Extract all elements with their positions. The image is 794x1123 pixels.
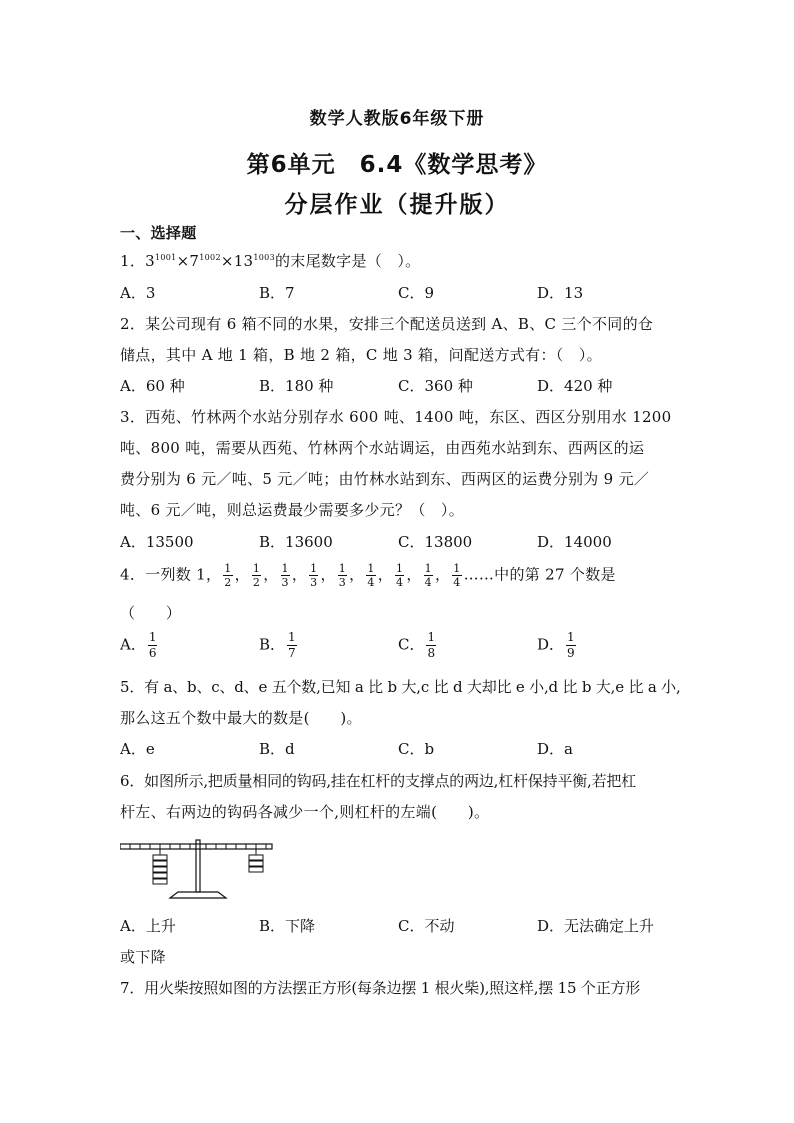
q1-option-a[interactable]: A．3 (120, 284, 156, 302)
sequence-fraction: $\frac{1}{4}$ (424, 562, 432, 589)
q6-option-a[interactable]: A．上升 (120, 917, 176, 935)
q6-option-d-continuation: 或下降 (120, 948, 166, 966)
q2-option-b[interactable]: B．180 种 (259, 377, 334, 395)
q1-exponent-2: 1002 (199, 253, 221, 262)
q2-option-c[interactable]: C．360 种 (398, 377, 473, 395)
sequence-fraction: $\frac{1}{4}$ (453, 562, 461, 589)
question-4-answer-blank: （ ） (120, 604, 182, 622)
question-1-number: 1． (120, 252, 146, 270)
q4-option-a[interactable]: A． $\frac{1}{6}$ (120, 630, 157, 660)
question-7-line-1: 7．用火柴按照如图的方法摆正方形(每条边摆 1 根火柴),照这样,摆 15 个正方形 (120, 979, 641, 997)
question-5-line-2: 那么这五个数中最大的数是( )。 (120, 709, 362, 727)
sequence-fraction: $\frac{1}{3}$ (338, 562, 347, 589)
q4-option-d[interactable]: D． $\frac{1}{9}$ (537, 630, 575, 660)
unit-title: 第6单元 6.4《数学思考》 (246, 152, 548, 178)
sequence-fraction: $\frac{1}{2}$ (252, 562, 261, 589)
sequence-fraction: $\frac{1}{4}$ (396, 562, 404, 589)
q6-option-c[interactable]: C．不动 (398, 917, 455, 935)
q3-option-b[interactable]: B．13600 (259, 533, 333, 551)
sequence-fraction: $\frac{1}{4}$ (367, 562, 375, 589)
q2-option-a[interactable]: A．60 种 (120, 377, 185, 395)
q5-option-d[interactable]: D．a (537, 740, 573, 758)
question-4-suffix: ……中的第 27 个数是 (463, 565, 616, 584)
q5-option-b[interactable]: B．d (259, 740, 295, 758)
q1-exponent-1: 1001 (155, 253, 177, 262)
q1-option-c[interactable]: C．9 (398, 284, 435, 302)
question-3-line-2: 吨、800 吨，需要从西苑、竹林两个水站调运，由西苑水站到东、西两区的运 (120, 439, 645, 457)
q3-option-a[interactable]: A．13500 (120, 533, 194, 551)
question-1 (120, 250, 420, 271)
lever-balance-figure (120, 838, 280, 906)
q6-option-b[interactable]: B．下降 (259, 917, 316, 935)
q1-times-7: ×7 (176, 252, 200, 270)
sequence-fraction: $\frac{1}{2}$ (224, 562, 232, 589)
q1-base-3: 3 (145, 252, 155, 270)
question-4-prefix: 4．一列数 1， (120, 565, 222, 584)
section-heading: 一、选择题 (120, 224, 197, 242)
question-3-line-4: 吨、6 元／吨，则总运费最少需要多少元？（ ）。 (120, 501, 465, 519)
sequence-fraction: $\frac{1}{3}$ (310, 562, 318, 589)
lever-diagram (120, 838, 280, 902)
q5-option-a[interactable]: A．e (120, 740, 155, 758)
worksheet-subtitle: 分层作业（提升版） (284, 192, 510, 218)
q1-text: 的末尾数字是（ ）。 (274, 252, 421, 270)
q5-option-c[interactable]: C．b (398, 740, 435, 758)
q3-option-c[interactable]: C．13800 (398, 533, 473, 551)
question-3-line-1: 3．西苑、竹林两个水站分别存水 600 吨、1400 吨，东区、西区分别用水 1200 (120, 408, 672, 426)
q4-option-c[interactable]: C． $\frac{1}{8}$ (398, 630, 436, 660)
q4-option-b[interactable]: B． $\frac{1}{7}$ (259, 630, 296, 660)
question-5-line-1: 5．有 a、b、c、d、e 五个数,已知 a 比 b 大,c 比 d 大却比 e 小,d 比 b 大,e 比 a 小, (120, 678, 681, 696)
q1-exponent-3: 1003 (253, 253, 275, 262)
question-4: 4．一列数 1， $\frac{1}{2}$ ， $\frac{1}{2}$ ， $\frac{1}{3}$ ， $\frac{1}{3}$ ， $\frac{1}{3}$ ， $\frac{1}{4}$ ， $\frac{1}{4}$ ， $\frac{1}{4}$ ， $\frac{1}{4}$ ……中的第 27 个数是 (120, 562, 616, 589)
sequence-fraction: $\frac{1}{3}$ (281, 562, 289, 589)
q2-option-d[interactable]: D．420 种 (537, 377, 613, 395)
q1-option-b[interactable]: B．7 (259, 284, 295, 302)
question-2-line-2: 储点，其中 A 地 1 箱，B 地 2 箱，C 地 3 箱，问配送方式有：（ ）。 (120, 346, 602, 364)
q6-option-d[interactable]: D．无法确定上升 (537, 917, 655, 935)
q1-option-d[interactable]: D．13 (537, 284, 584, 302)
q3-option-d[interactable]: D．14000 (537, 533, 612, 551)
question-6-line-2: 杆左、右两边的钩码各减少一个,则杠杆的左端( )。 (120, 803, 490, 821)
question-6-line-1: 6．如图所示,把质量相同的钩码,挂在杠杆的支撑点的两边,杠杆保持平衡,若把杠 (120, 772, 637, 790)
question-3-line-3: 费分别为 6 元／吨、5 元／吨；由竹林水站到东、西两区的运费分别为 9 元／ (120, 470, 650, 488)
question-2-line-1: 2．某公司现有 6 箱不同的水果，安排三个配送员送到 A、B、C 三个不同的仓 (120, 315, 654, 333)
q1-times-13: ×13 (220, 252, 254, 270)
book-title: 数学人教版6年级下册 (309, 109, 485, 129)
